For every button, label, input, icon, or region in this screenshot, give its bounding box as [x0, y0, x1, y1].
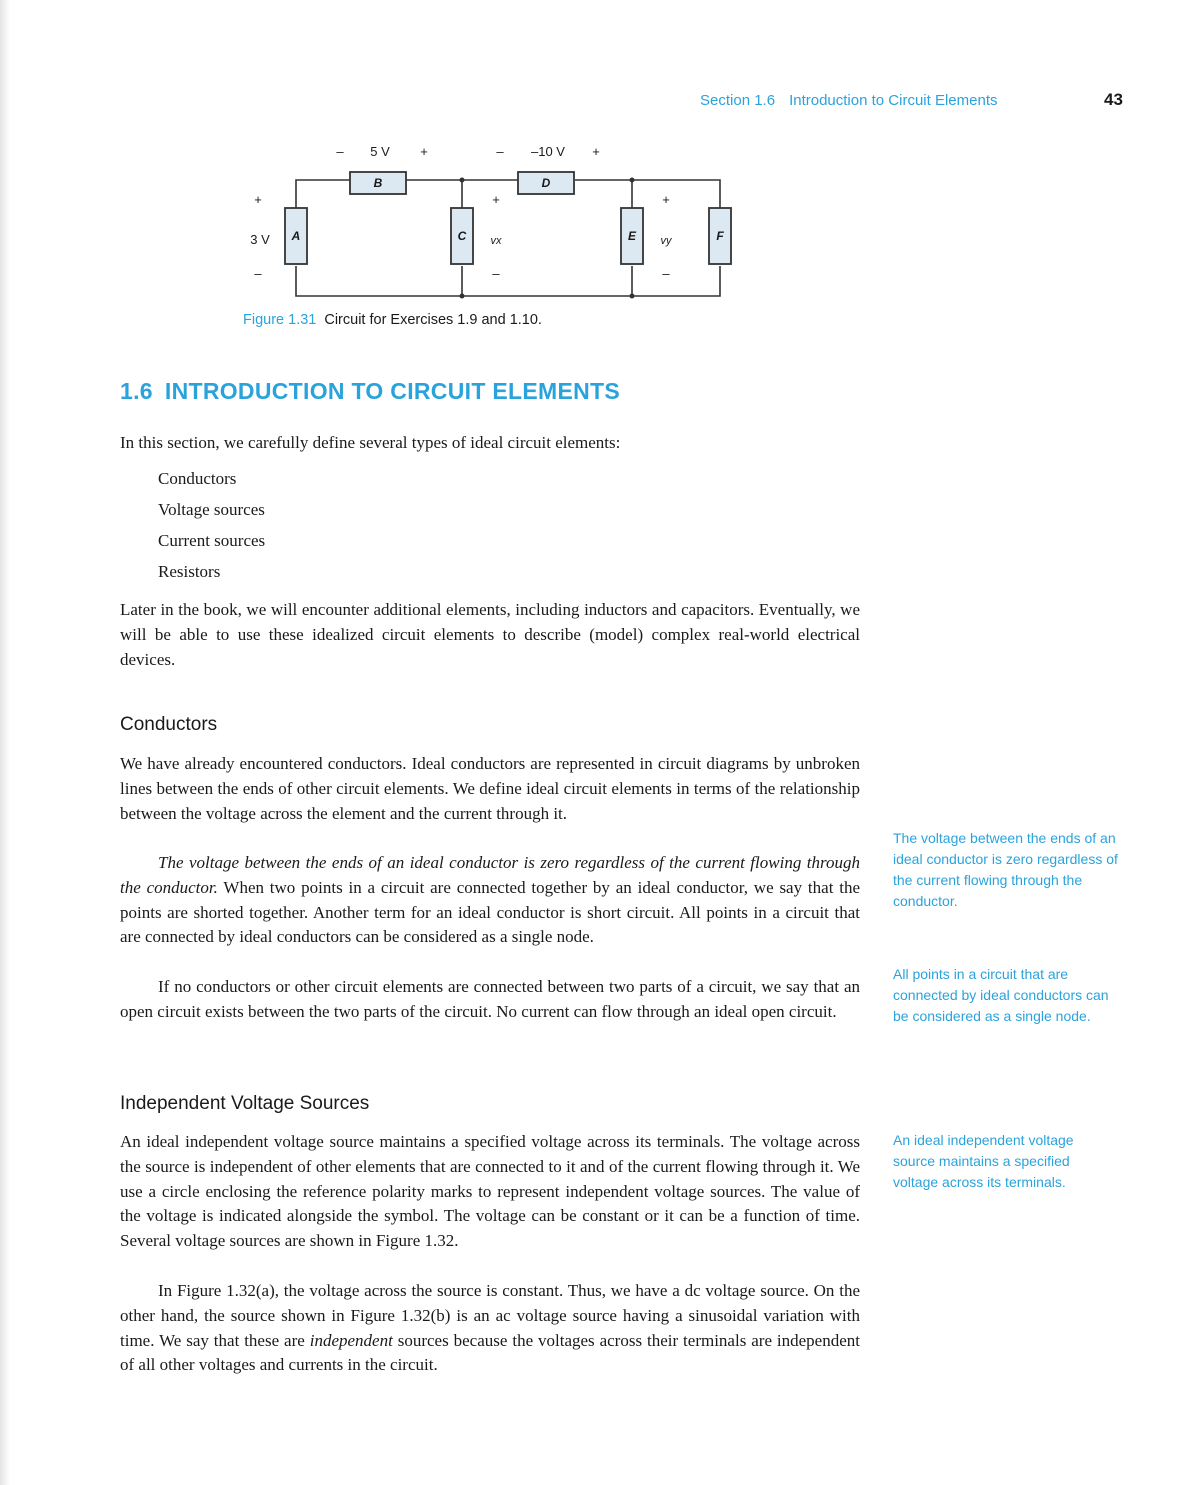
c-plus-label: + — [492, 192, 500, 207]
circuit-nodes — [457, 178, 635, 299]
a-minus-label: – — [254, 266, 262, 281]
b-voltage-label: 5 V — [370, 144, 390, 159]
element-e-label: E — [627, 229, 637, 243]
section-title: INTRODUCTION TO CIRCUIT ELEMENTS — [164, 378, 620, 404]
element-d-label: D — [541, 176, 551, 190]
wire-bottom — [296, 266, 720, 296]
a-voltage-label: 3 V — [250, 232, 270, 247]
d-plus-label: + — [592, 144, 600, 159]
page-number: 43 — [1104, 90, 1123, 109]
figure-caption-text: Circuit for Exercises 1.9 and 1.10. — [324, 312, 542, 328]
conductors-paragraph-2-text: When two points in a circuit are connected together by an ideal conductor, we say that the points are shorted together. Another term for an ideal conductor is short circuit. All points in a circuit that are connected by ideal conductors can be considered as a single node. — [120, 877, 860, 947]
b-plus-label: + — [420, 144, 428, 159]
circuit-diagram — [230, 128, 750, 303]
conductors-paragraph-2-italic: The voltage between the ends of an ideal conductor is zero regardless of the current flowing through the conductor. — [120, 853, 860, 897]
page-edge-shadow — [0, 0, 10, 1485]
after-list-paragraph: Later in the book, we will encounter additional elements, including inductors and capacitors. Eventually, we will be able to use these idealized circuit elements to describe (model) complex real-world electrical devices. — [120, 600, 860, 669]
conductors-paragraph-3: If no conductors or other circuit elements are connected between two parts of a circuit, we say that an open circuit exists between the two parts of the circuit. No current can flow through an ideal open circuit. — [120, 977, 860, 1021]
voltage-sources-paragraph-2-end: sources because the voltages across their terminals are independent of all other voltages and currents in the circuit. — [120, 1330, 860, 1375]
running-head-title: Introduction to Circuit Elements — [789, 92, 998, 109]
list-item: Resistors — [158, 562, 221, 581]
section-number: 1.6 — [120, 378, 153, 404]
node-bottom-c — [460, 294, 465, 299]
list-item: Current sources — [158, 531, 266, 550]
node-top-e — [630, 178, 635, 183]
section-heading — [120, 378, 620, 405]
wire-d-to-f — [575, 180, 720, 208]
e-plus-label: + — [662, 192, 670, 207]
circuit-wires — [296, 180, 720, 296]
section-intro: In this section, we carefully define several types of ideal circuit elements: — [120, 433, 621, 452]
conductors-heading: Conductors — [120, 714, 218, 735]
voltage-sources-paragraph-2-start: In Figure 1.32(a), the voltage across the source is constant. Thus, we have a dc voltage source. On the other hand, the source shown in Figure 1.32(b) is an ac voltage source having a sinusoidal variation with time. We say that these are — [120, 1281, 860, 1350]
running-head-section: Section 1.6 — [700, 92, 776, 109]
d-minus-label: – — [496, 144, 504, 159]
voltage-sources-paragraph-2-italic: independent — [309, 1330, 393, 1350]
voltage-sources-paragraph-2 — [120, 1279, 860, 1378]
c-minus-label: – — [492, 266, 500, 281]
b-minus-label: – — [336, 144, 344, 159]
a-plus-label: + — [254, 192, 262, 207]
margin-note-voltage-source: An ideal independent voltage source maintains a specified voltage across its terminals. — [893, 1132, 1074, 1190]
figure-caption — [243, 312, 542, 328]
element-c-label: C — [457, 229, 467, 243]
c-vx-label: vx — [490, 235, 502, 247]
circuit-element-boxes — [285, 172, 731, 264]
e-vy-label: vy — [660, 235, 672, 247]
running-head — [700, 92, 998, 109]
element-list — [158, 466, 265, 590]
e-minus-label: – — [662, 266, 670, 281]
list-item: Conductors — [158, 469, 237, 488]
conductors-paragraph-1: We have already encountered conductors. Ideal conductors are represented in circuit diagrams by unbroken lines between the ends of other circuit elements. We define ideal circuit elements in terms of the relationship between the voltage across the element and the current through it. — [120, 754, 860, 823]
node-bottom-e — [630, 294, 635, 299]
element-b-label: B — [373, 176, 383, 190]
figure-caption-label: Figure 1.31 — [243, 312, 317, 328]
margin-note-ideal-conductor: The voltage between the ends of an ideal conductor is zero regardless of the current flowing through the conductor. — [893, 830, 1118, 909]
list-item: Voltage sources — [158, 500, 265, 519]
conductors-paragraph-2 — [120, 851, 860, 950]
d-voltage-label: –10 V — [531, 144, 565, 159]
element-a-label: A — [291, 229, 301, 243]
element-f-label: F — [716, 229, 724, 243]
node-top-c — [460, 178, 465, 183]
voltage-sources-paragraph-1: An ideal independent voltage source maintains a specified voltage across its terminals. The voltage across the source is independent of other elements that are connected to it and of the current flowing through it. We use a circle enclosing the reference polarity marks to represent independent voltage sources. The value of the voltage is indicated alongside the symbol. The voltage can be constant or it can be a function of time. Several voltage sources are shown in Figure 1.32. — [120, 1132, 860, 1251]
margin-note-single-node: All points in a circuit that are connected by ideal conductors can be considered as a single node. — [893, 966, 1109, 1024]
voltage-sources-heading: Independent Voltage Sources — [120, 1093, 370, 1114]
